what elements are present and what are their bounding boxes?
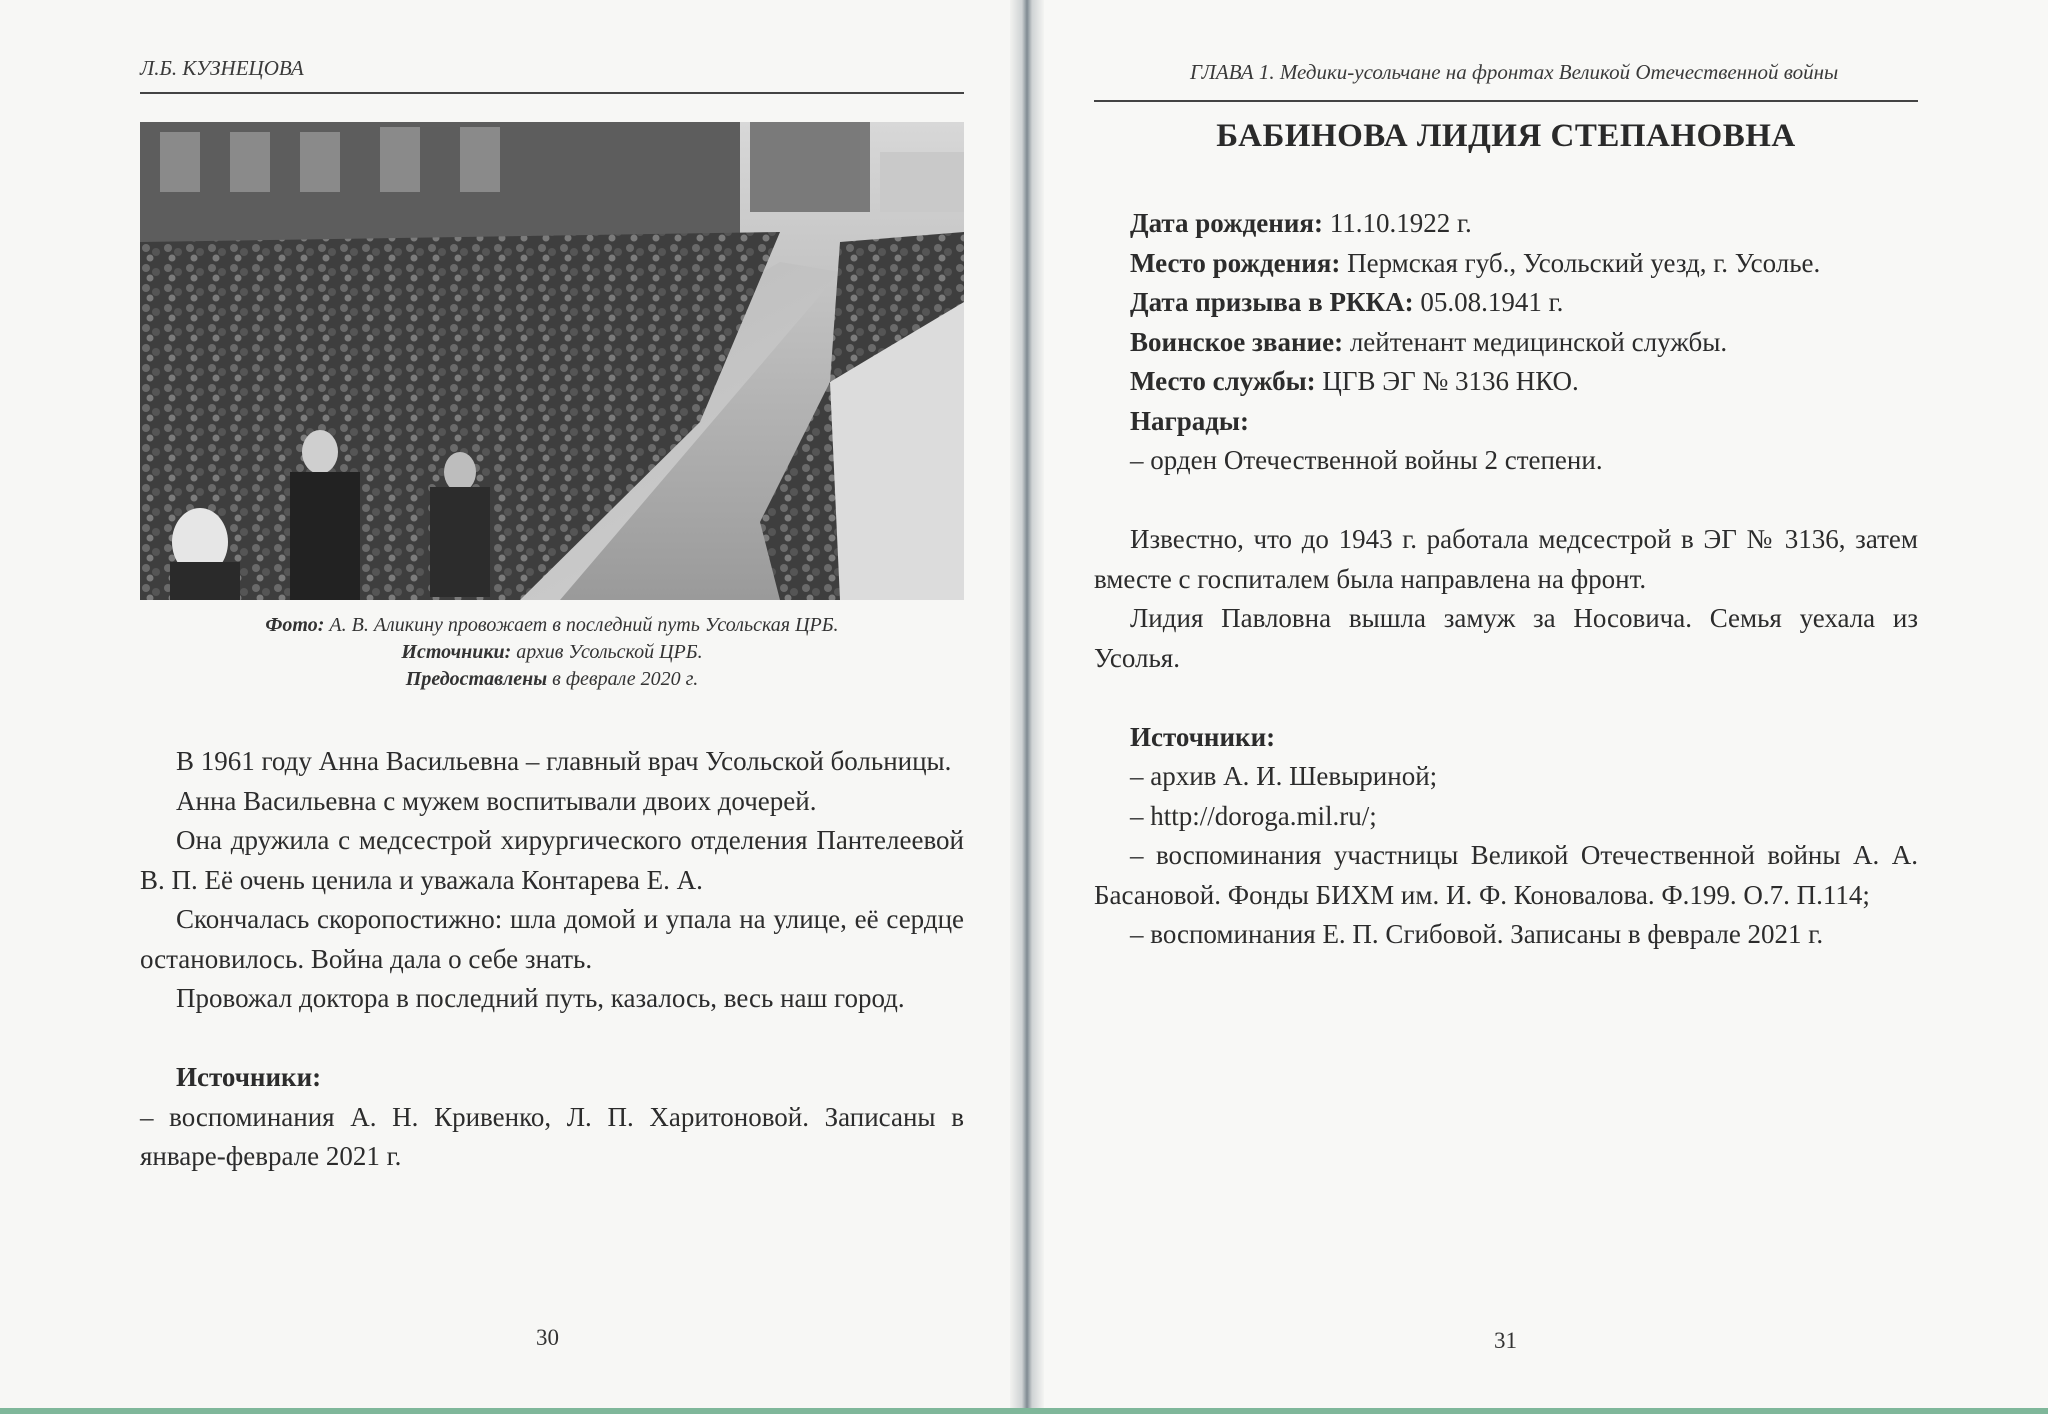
right-running-head: ГЛАВА 1. Медики-усольчане на фронтах Великой Отечественной войны [1190,60,1839,84]
right-header-rule [1094,100,1918,102]
paragraph: Провожал доктора в последний путь, казалось, весь наш город. [176,983,905,1013]
caption-provided-label: Предоставлены [405,668,548,690]
caption-provided-text: в феврале 2020 г. [547,668,699,690]
source-item: – воспоминания участницы Великой Отечественной войны А. А. Басановой. Фонды БИХМ им. И. Ф. Коновалова. Ф.199. О.7. П.114; [1094,840,1918,910]
paragraph: Скончалась скоропостижно: шла домой и упала на улице, её сердце остановилось. Война дала о себе знать. [140,904,964,974]
paragraph: В 1961 году Анна Васильевна – главный врач Усольской больницы. [176,746,952,776]
entry-title: БАБИНОВА ЛИДИЯ СТЕПАНОВНА [1216,118,1796,154]
awards-heading: Награды: [1130,405,1250,436]
book-gutter [1010,0,1044,1414]
field-birth-place: Место рождения: Пермская губ., Усольский уезд, г. Усолье. [1130,247,1821,278]
left-header-rule [140,92,964,94]
field-birth-date: Дата рождения: 11.10.1922 г. [1130,208,1472,238]
page-bottom-edge [0,1408,2048,1414]
source-item: – воспоминания А. Н. Кривенко, Л. П. Харитоновой. Записаны в январе-феврале 2021 г. [140,1101,964,1171]
left-body-text [140,742,964,1177]
right-page-number: 31 [1494,1328,1517,1353]
caption-photo-label: Фото: [265,614,325,636]
caption-sources-text: архив Усольской ЦРБ. [511,641,703,663]
photo-caption-line2 [140,639,964,666]
field-service-place: Место службы: ЦГВ ЭГ № 3136 НКО. [1130,366,1579,396]
photo-caption-line3 [140,666,964,693]
left-running-head: Л.Б. КУЗНЕЦОВА [140,56,304,80]
procession-photo [140,122,964,600]
field-conscription-date: Дата призыва в РККА: 05.08.1941 г. [1130,287,1564,317]
right-body-text [1094,204,1918,955]
source-item: – воспоминания Е. П. Сгибовой. Записаны в феврале 2021 г. [1130,919,1824,949]
paragraph: Лидия Павловна вышла замуж за Носовича. Семья уехала из Усолья. [1094,603,1918,673]
caption-sources-label: Источники: [401,641,512,663]
source-item: – архив А. И. Шевыриной; [1130,761,1438,791]
photo-caption-line1 [140,612,964,639]
award-item: – орден Отечественной войны 2 степени. [1130,445,1603,475]
paragraph: Анна Васильевна с мужем воспитывали двоих дочерей. [176,785,817,816]
paragraph: Известно, что до 1943 г. работала медсестрой в ЭГ № 3136, затем вместе с госпиталем была направлена на фронт. [1094,524,1918,594]
paragraph: Она дружила с медсестрой хирургического отделения Пантелеевой В. П. Её очень ценила и уважала Контарева Е. А. [140,825,964,895]
source-item: – http://doroga.mil.ru/; [1130,800,1377,831]
sources-heading: Источники: [176,1062,322,1092]
sources-heading: Источники: [1130,721,1276,752]
caption-photo-text: А. В. Аликину провожает в последний путь Усольская ЦРБ. [324,614,839,636]
left-page-number: 30 [536,1325,559,1350]
field-rank: Воинское звание: лейтенант медицинской службы. [1130,326,1728,357]
